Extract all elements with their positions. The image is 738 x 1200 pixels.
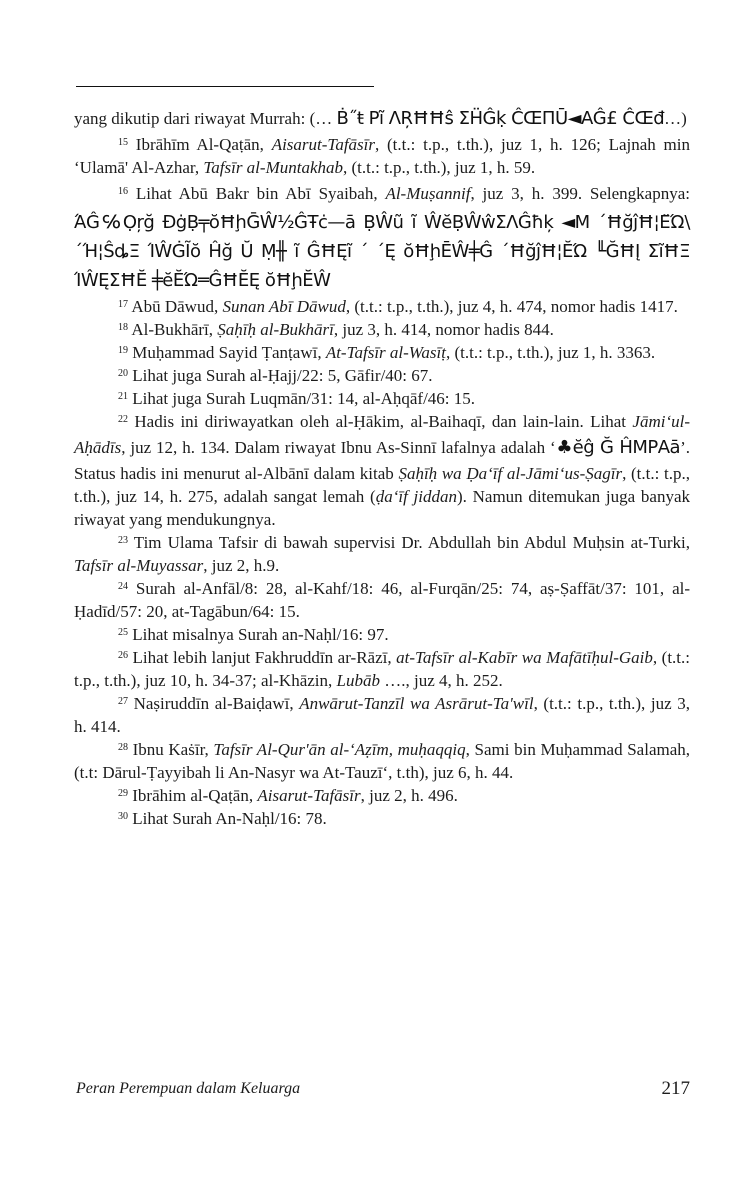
book-title: Ṣaḥīḥ al-Bukhārī [217,320,334,339]
footnote-text: , Sami bin Muḥammad Salamah, (t.t: Dārul-Ṭayyibah li An-Nasyr wa At-Tauzī‘, t.th), juz 6, h. 44. [74,740,691,782]
footnote-text: , (t.t.: t.p., t.th.), juz 1, h. 126; Lajnah min ‘Ulamā' Al-Azhar, [74,135,690,177]
running-title: Peran Perempuan dalam Keluarga [76,1080,301,1097]
book-title: Tafsīr al-Muyassar [74,556,204,575]
footnote-number: 23 [118,535,128,546]
book-title: Aisarut-Tafāsīr [257,786,361,805]
footnote-number: 18 [118,322,128,333]
footnote-text: Lihat juga Surah Luqmān/31: 14, al-Aḥqāf/46: 15. [132,389,476,408]
footnote-text: , juz 12, h. 134. Dalam riwayat Ibnu As-Sinnī lafalnya adalah ‘ [121,438,556,457]
arabic-quote: Ḃ˝ŧ Pĩ ΛŖĦĦŝ ΣḦĜḳ ĈŒΠŪ◄ΑĜ£ ĈŒđ [336,108,665,129]
footnote-number: 20 [118,368,128,379]
footnote-number: 27 [118,696,128,707]
footnote-number: 15 [118,137,128,148]
book-title: Al-Muṣannif [385,184,471,203]
footnote-19 [74,341,690,364]
book-title: Lubāb [336,671,380,690]
footnote-text: Lihat lebih lanjut Fakhruddīn ar-Rāzī, [132,648,397,667]
footnote-17 [74,295,690,318]
footnote-text: Lihat Abū Bakr bin Abī Syaibah, [135,184,386,203]
footnote-list [74,133,690,830]
footnote-25 [74,623,690,646]
footnote-text: Naṣiruddīn al-Baiḍawī, [133,694,300,713]
footnote-24 [74,577,690,623]
footnote-text: , (t.t.: t.p., t.th.), juz 1, h. 59. [343,158,536,177]
footnote-text: Ibrāhīm Al-Qaṭān, [135,135,272,154]
footnote-16 [74,179,690,295]
footnote-number: 24 [118,581,128,592]
book-title: Sunan Abī Dāwud [222,297,346,316]
footnote-text: Lihat juga Surah al-Ḥajj/22: 5, Gāfir/40: 67. [132,366,433,385]
footnote-27 [74,692,690,738]
footnote-number: 29 [118,788,128,799]
footnote-text: , (t.t.: t.p., t.th.), juz 10, h. 34-37; al-Khāzin, [74,648,690,690]
footnote-text: Surah al-Anfāl/8: 28, al-Kahf/18: 46, al-Furqān/25: 74, aṣ-Ṣaffāt/37: 101, al-Ḥadīd/57: 20, at-Tagābun/64: 15. [74,579,691,621]
footnote-28 [74,738,690,784]
footnote-number: 16 [118,186,128,197]
footnote-text: Ibrāhim al-Qaṭān, [132,786,258,805]
footnote-text: , (t.t.: t.p., t.th.), juz 3, h. 414. [74,694,690,736]
book-title: ḍa‘īf jiddan [375,487,457,506]
footnote-number: 22 [118,414,128,425]
footnote-text: Al-Bukhārī, [131,320,218,339]
footnote-18 [74,318,690,341]
book-title: Ṣaḥīḥ wa Ḍa‘īf al-Jāmi‘us-Ṣagīr [398,464,623,483]
footnote-number: 17 [118,299,128,310]
footnote-30 [74,807,690,830]
book-title: Anwārut-Tanzīl wa Asrārut-Ta'wīl [299,694,534,713]
book-title: At-Tafsīr al-Wasīṭ [325,343,446,362]
intro-close: …) [664,109,687,128]
footnote-text: , juz 3, h. 414, nomor hadis 844. [333,320,554,339]
footnote-text: , juz 3, h. 399. Selengkapnya: [470,184,690,203]
continued-paragraph [74,104,690,133]
footnote-text: , (t.t.: t.p., t.th.), juz 14, h. 275, adalah sangat lemah ( [74,464,690,506]
footnote-number: 21 [118,391,128,402]
footnote-text: , juz 2, h.9. [203,556,280,575]
footnote-text: Lihat misalnya Surah an-Naḥl/16: 97. [132,625,389,644]
footnote-text: Ibnu Kaṡīr, [132,740,214,759]
book-title: Jāmi‘ul-Aḥādīs [74,412,690,457]
arabic-text: ΆĜ℅Ọŗğ ĐġḄ╤ŏĦḩḠŴ½ĜŦċ—ā ḄŴũ ĩ ŴĕḄŴŵΣΛĜħķ ◄Μ ΄ĦğĵĦ¦Ε̈Ώ\ ΄Ή¦ŜȡΞ ΊŴĠĨŏ Ĥğ Ŭ Ṃ╫ ĩ ĜĦĘĩ ΄ ΄Ę ŏĦḩĒŴ╪Ĝ ΄ĦğĵĦ¦ĔΏ ╙ĞĦĮ ΣĩĦΞ ΊŴĘΣĦĔ ╪ĕĔΏ═ĜĦĔĘ ŏĦḩĔŴ [74,212,690,291]
footnote-15 [74,133,690,179]
footnotes-body [74,104,690,830]
footnote-number: 25 [118,627,128,638]
footnote-23 [74,531,690,577]
book-title: Tafsīr al-Muntakhab [203,158,343,177]
footnote-text: Hadis ini diriwayatkan oleh al-Ḥākim, al-Baihaqī, dan lain-lain. Lihat [134,412,633,431]
footnote-number: 30 [118,811,128,822]
footnote-text: , (t.t.: t.p., t.th.), juz 4, h. 474, nomor hadis 1417. [345,297,678,316]
footnote-29 [74,784,690,807]
footnote-number: 26 [118,650,128,661]
footnote-26 [74,646,690,692]
intro-text: yang dikutip dari riwayat Murrah: (… [74,109,337,128]
footnote-text: , juz 2, h. 496. [360,786,458,805]
footnote-text: Lihat Surah An-Naḥl/16: 78. [132,809,327,828]
footnote-number: 28 [118,742,128,753]
footnote-22 [74,410,690,531]
book-title: at-Tafsīr al-Kabīr wa Mafātīḥul-Gaib [396,648,653,667]
footnote-text: , (t.t.: t.p., t.th.), juz 1, h. 3363. [445,343,656,362]
arabic-text: ♣ĕĝ Ğ ĤΜΡΑā [555,437,681,458]
footnote-separator-rule [76,86,374,87]
page-number: 217 [661,1078,690,1099]
book-title: Aisarut-Tafāsīr [271,135,375,154]
footnote-text: Muḥammad Sayid Ṭanṭawī, [132,343,326,362]
footnote-number: 19 [118,345,128,356]
footnote-text: …., juz 4, h. 252. [379,671,503,690]
footnote-20 [74,364,690,387]
footnote-text: ’. Status hadis ini menurut al-Albānī dalam kitab [74,438,690,483]
footnote-text: Abū Dāwud, [131,297,223,316]
page-footer [76,1080,690,1098]
footnote-21 [74,387,690,410]
footnote-text: Tim Ulama Tafsir di bawah supervisi Dr. Abdullah bin Abdul Muḥsin at-Turki, [133,533,690,552]
book-title: Tafsīr Al-Qur'ān al-‘Aẓīm, muḥaqqiq [213,740,466,759]
footnote-text: ). Namun ditemukan juga banyak riwayat yang mendukungnya. [74,487,690,529]
